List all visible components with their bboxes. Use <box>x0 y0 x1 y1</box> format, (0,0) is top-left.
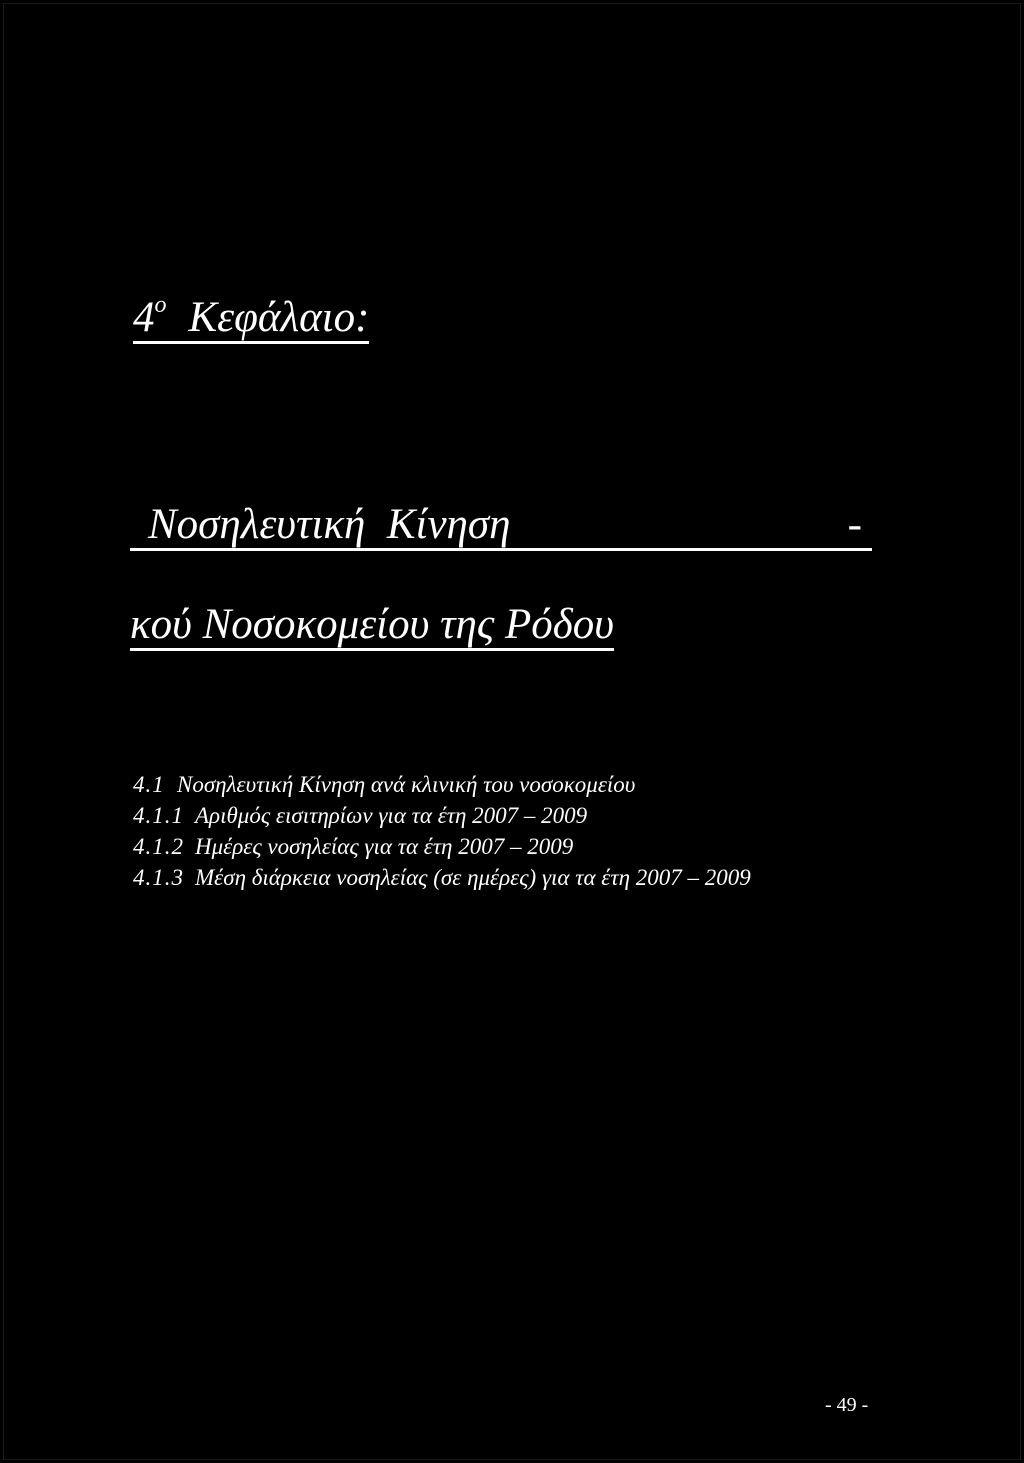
chapter-title-text-2: κού Νοσοκομείου της Ρόδου <box>130 601 615 648</box>
page-border <box>3 3 1021 1460</box>
chapter-title-hyphen: - <box>847 501 862 548</box>
chapter-title-line-1 <box>130 503 872 551</box>
toc-item-number: 4.1.2 <box>133 834 184 859</box>
toc-item <box>133 801 751 831</box>
toc-item <box>133 863 751 893</box>
toc-item-text: Ημέρες νοσηλείας για τα έτη 2007 – 2009 <box>195 834 574 859</box>
toc-item-text: Μέση διάρκεια νοσηλείας (σε ημέρες) για τα έτη 2007 – 2009 <box>195 865 751 890</box>
chapter-title-text-1: Νοσηλευτική Κίνηση <box>148 501 511 548</box>
toc-item-number: 4.1.1 <box>133 803 184 828</box>
toc-item-number: 4.1.3 <box>133 865 184 890</box>
toc-item-text: Αριθμός εισιτηρίων για τα έτη 2007 – 2009 <box>195 803 588 828</box>
toc-item-number: 4.1 <box>133 772 165 797</box>
toc-item <box>133 770 751 800</box>
chapter-label: Κεφάλαιο: <box>188 294 370 341</box>
chapter-ordinal-mark: ο <box>154 291 167 318</box>
chapter-number: 4 <box>133 294 155 341</box>
toc-item <box>133 832 751 862</box>
chapter-title-line-2 <box>130 603 614 651</box>
toc-item-text: Νοσηλευτική Κίνηση ανά κλινική του νοσοκομείου <box>177 772 636 797</box>
chapter-heading <box>133 291 370 344</box>
table-of-contents <box>133 770 751 894</box>
page-number: - 49 - <box>825 1394 869 1416</box>
